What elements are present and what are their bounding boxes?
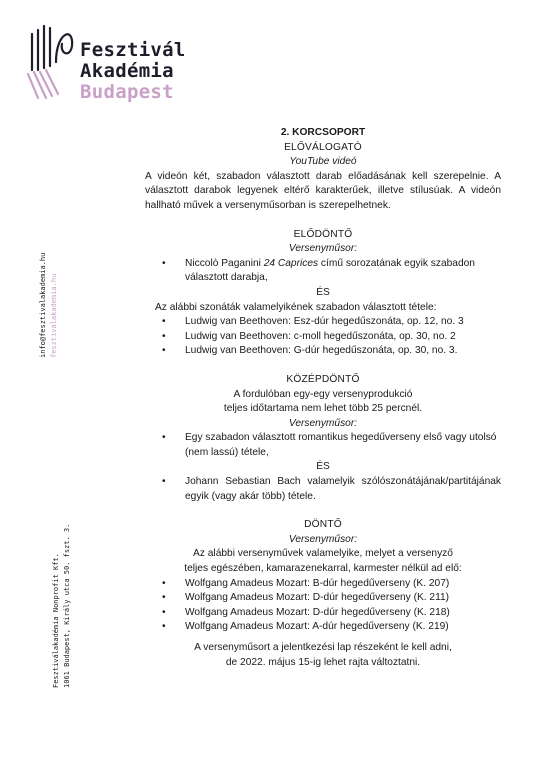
round1-text: A videón két, szabadon választott darab előadásának kell szerepelnie. A választott darabok legyenek eltérő karakterűek, illetve stílusúak. A videón hallható művek a versenyműsorban is szerepelhetnek.	[145, 170, 501, 211]
round2-list-1	[145, 257, 501, 286]
round3-list-2	[145, 475, 501, 504]
group-title: 2. KORCSOPORT	[280, 127, 366, 138]
company-name: Fesztiválakadémia Nonprofit Kft.	[52, 553, 60, 688]
festival-academy-logo	[22, 22, 212, 104]
list-item: • Wolfgang Amadeus Mozart: B-dúr hegedűverseny (K. 207)	[162, 577, 450, 589]
round4-line-2: teljes egészében, kamarazenekarral, karmester nélkül ad elő:	[184, 563, 462, 575]
company-address: 1061 Budapest, Király utca 50. fszt. 3.	[63, 523, 71, 688]
logo-line-3: Budapest	[80, 81, 174, 103]
round4-note-1: A versenyműsort a jelentkezési lap részeként le kell adni,	[194, 642, 452, 653]
round4-concerto-list	[145, 577, 501, 635]
list-item: • Wolfgang Amadeus Mozart: A-dúr hegedűverseny (K. 219)	[162, 621, 449, 633]
round3-and: ÉS	[316, 461, 330, 473]
round2-and: ÉS	[316, 286, 330, 298]
list-item: • Ludwig van Beethoven: c-moll hegedűszonáta, op. 30, no. 2	[162, 330, 456, 342]
list-item: • Ludwig van Beethoven: Esz-dúr hegedűszonáta, op. 12, no. 3	[162, 316, 464, 328]
round1-subtitle: YouTube videó	[289, 156, 357, 168]
round4-note-2: de 2022. május 15-ig lehet rajta változtatni.	[225, 656, 421, 668]
bullet-icon: •	[162, 257, 166, 269]
round3-line-2: teljes időtartama nem lehet több 25 percnél.	[223, 403, 423, 415]
list-item: • Egy szabadon választott romantikus hegedűverseny első vagy utolsó (nem lassú) tétele,	[162, 432, 497, 458]
logo-mark-icon	[22, 22, 82, 102]
round2-intro: Az alábbi szonáták valamelyikének szabadon választott tétele:	[155, 301, 437, 313]
side-contact	[38, 253, 60, 358]
list-item: • Johann Sebastian Bach valamelyik szólószonátájának/partitájának egyik (vagy akár több) tétele.	[162, 476, 501, 502]
contact-website[interactable]: fesztivalakademia.hu	[50, 273, 58, 358]
round3-list-1	[145, 431, 501, 460]
round4-program-label: Versenyműsor:	[288, 533, 358, 545]
list-item: • Wolfgang Amadeus Mozart: D-dúr hegedűverseny (K. 211)	[162, 592, 450, 604]
round4-title: DÖNTŐ	[304, 519, 342, 531]
document-body	[145, 126, 501, 670]
round3-program-label: Versenyműsor:	[288, 417, 358, 429]
round1-title: ELŐVÁLOGATÓ	[284, 141, 362, 153]
round3-title: KÖZÉPDÖNTŐ	[286, 373, 360, 385]
logo-line-2: Akadémia	[80, 60, 174, 82]
round2-title: ELŐDÖNTŐ	[293, 228, 353, 240]
round2-sonata-list	[145, 315, 501, 359]
logo-wordmark	[80, 40, 186, 103]
round3-line-1: A fordulóban egy-egy versenyprodukció	[233, 388, 413, 400]
logo-line-1: Fesztivál	[80, 39, 186, 61]
contact-email[interactable]: info@fesztivalakademia.hu	[39, 252, 47, 358]
work-title: 24 Caprices	[263, 257, 319, 269]
list-item: • Wolfgang Amadeus Mozart: D-dúr hegedűverseny (K. 218)	[162, 606, 450, 618]
list-item: • Niccolò Paganini 24 Caprices című sorozatának egyik szabadon választott darabja,	[162, 257, 475, 284]
side-company	[51, 524, 73, 688]
round4-line-1: Az alábbi versenyművek valamelyike, melyet a versenyző	[193, 548, 453, 560]
list-item: • Ludwig van Beethoven: G-dúr hegedűszonáta, op. 30, no. 3.	[162, 345, 458, 357]
round2-program-label: Versenyműsor:	[288, 243, 358, 255]
